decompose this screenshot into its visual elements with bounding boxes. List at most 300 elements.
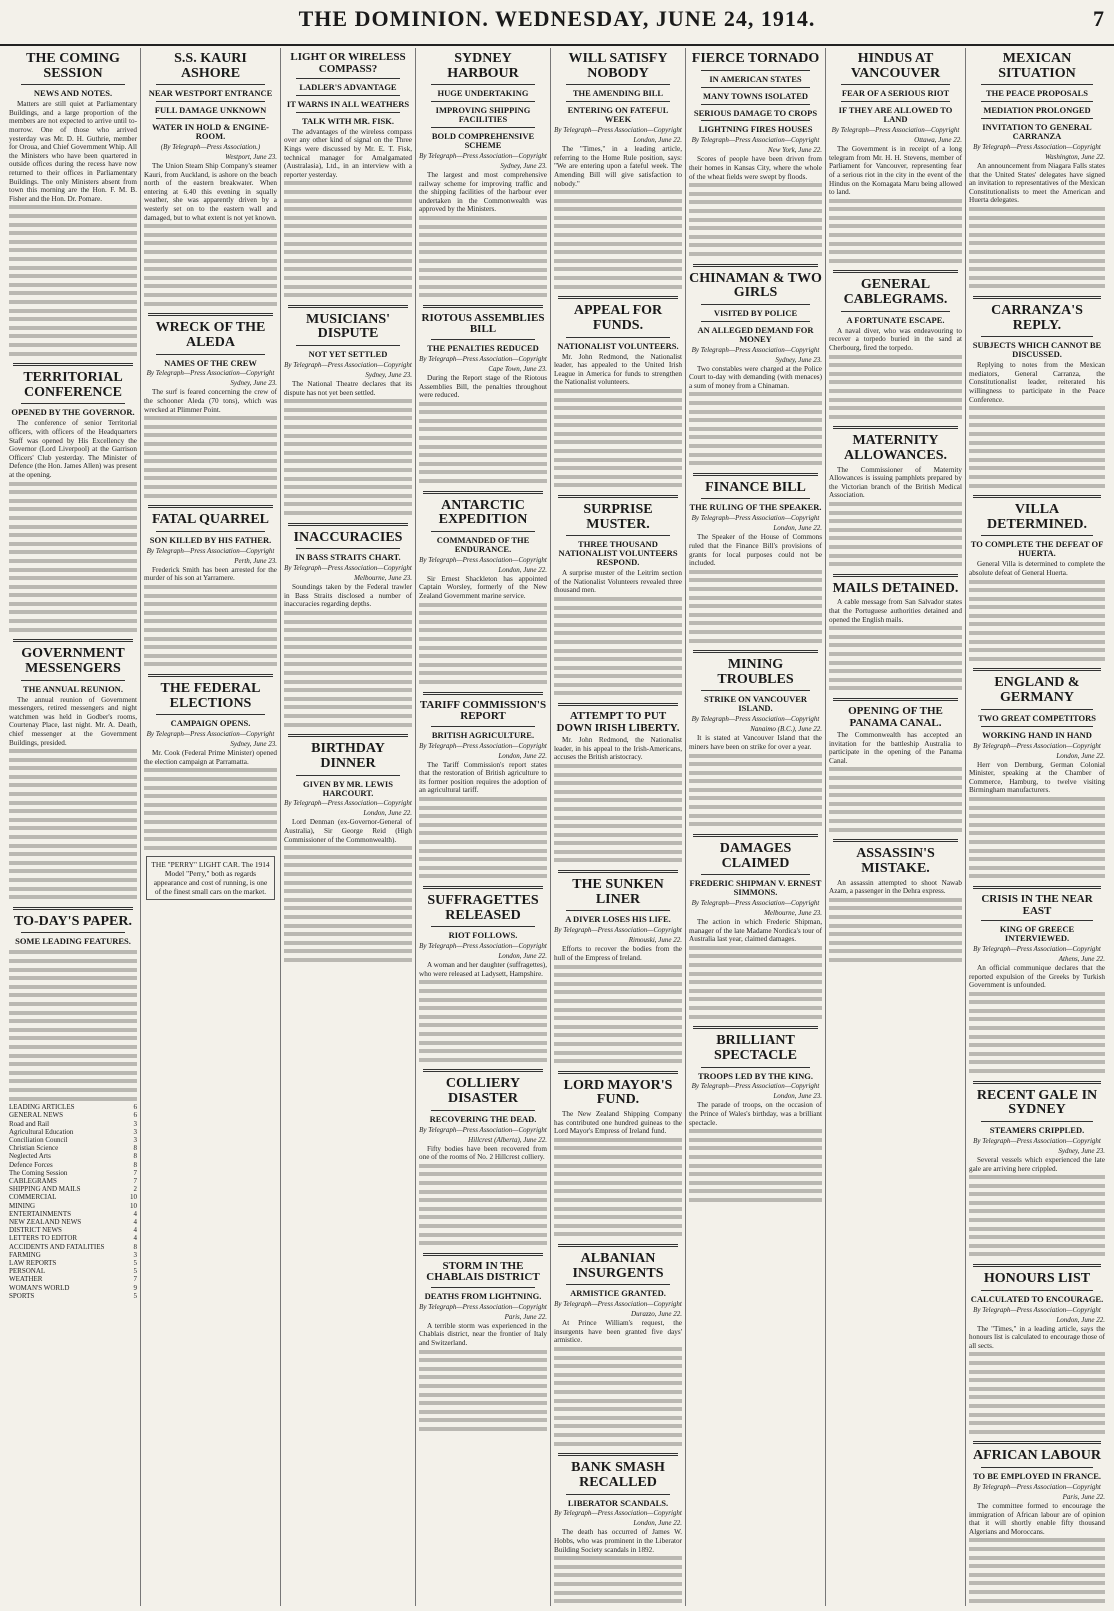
contents-page: 3: [133, 1135, 137, 1144]
text-line: [969, 1067, 1105, 1076]
section-divider: [148, 674, 273, 677]
text-line: [419, 1231, 547, 1240]
text-line: [969, 646, 1105, 655]
contents-item: SPORTS: [9, 1291, 35, 1300]
text-line: [554, 197, 682, 206]
text-line: [9, 876, 137, 885]
article-body: [419, 374, 547, 400]
text-line: [554, 222, 682, 231]
text-line: [554, 231, 682, 240]
article-subheadline: TO COMPLETE THE DEFEAT OF HUERTA.: [970, 539, 1104, 559]
text-line: [554, 421, 682, 430]
article-body: [419, 575, 547, 601]
headline-rule: [981, 1290, 1093, 1291]
article-subheadline: STRIKE ON VANCOUVER ISLAND.: [703, 694, 808, 714]
section-divider: [558, 870, 678, 873]
article-subheadline: THE AMENDING BILL: [572, 88, 664, 99]
text-line: [554, 1023, 682, 1032]
text-line: [554, 265, 682, 274]
article-subheadline: IN BASS STRAITS CHART.: [295, 552, 401, 563]
section-divider: [693, 650, 818, 653]
text-line: [969, 872, 1105, 881]
article-body: [689, 1101, 822, 1127]
article-dateline: London, June 22.: [498, 751, 547, 760]
text-line: [554, 447, 682, 456]
article-continuation: [969, 990, 1105, 1076]
text-line: [284, 205, 412, 214]
text-line: [969, 1015, 1105, 1024]
contents-row: [9, 1251, 137, 1259]
text-line: [284, 500, 412, 509]
text-line: [969, 265, 1105, 274]
text-line: [554, 1153, 682, 1162]
article-body: [689, 734, 822, 751]
text-line: [689, 1153, 822, 1162]
contents-page: 7: [133, 1168, 137, 1177]
text-line: [419, 1205, 547, 1214]
text-line: [554, 1414, 682, 1423]
text-line: [829, 413, 962, 422]
article-headline: RIOTOUS ASSEMBLIES BILL: [421, 311, 545, 336]
contents-page: 4: [133, 1217, 137, 1226]
article-subheadline: WORKING HAND IN HAND: [982, 729, 1092, 740]
text-line: [969, 1024, 1105, 1033]
text-line: [9, 523, 137, 532]
text-line: [554, 971, 682, 980]
text-line: [829, 783, 962, 792]
text-line: [969, 1173, 1105, 1182]
text-line: [284, 879, 412, 888]
headline-rule: [981, 336, 1093, 337]
contents-page: 5: [133, 1291, 137, 1300]
text-line: [969, 1207, 1105, 1216]
text-line: [969, 456, 1105, 465]
article-headline: CARRANZA'S REPLY.: [991, 302, 1083, 333]
text-line: [969, 1554, 1105, 1563]
text-line: [284, 423, 412, 432]
contents-page: 10: [130, 1201, 137, 1210]
article-byline: By Telegraph—Press Association—Copyright: [691, 1082, 820, 1091]
text-line: [829, 248, 962, 257]
contents-row: [9, 1161, 137, 1169]
text-line: [689, 594, 822, 603]
text-line: [9, 816, 137, 825]
text-line: [969, 1199, 1105, 1208]
text-line: [829, 633, 962, 642]
article-continuation: [419, 214, 547, 300]
text-line: [9, 807, 137, 816]
article-headline: SURPRISE MUSTER.: [583, 502, 653, 532]
section-divider: [973, 1081, 1101, 1084]
text-line: [419, 661, 547, 670]
text-line: [554, 839, 682, 848]
article-dateline: London, June 23.: [773, 1092, 822, 1101]
article-body: [144, 162, 277, 222]
article-dateline: London, June 22.: [1056, 1315, 1105, 1324]
article-text: An official communique declares that the reported expulsion of the Greeks by Turkish Government is unfounded.: [969, 963, 1105, 990]
article-headline: HINDUS AT VANCOUVER: [850, 51, 941, 81]
article-headline: THE FEDERAL ELECTIONS: [160, 680, 261, 711]
article: [689, 473, 822, 645]
article-subheadline: SON KILLED BY HIS FATHER.: [149, 534, 272, 545]
text-line: [419, 1162, 547, 1171]
text-line: [969, 864, 1105, 873]
article: [419, 52, 547, 300]
text-line: [829, 791, 962, 800]
article-headline: GOVERNMENT MESSENGERS: [21, 646, 125, 676]
text-line: [284, 483, 412, 492]
article-subheadline: STEAMERS CRIPPLED.: [989, 1125, 1085, 1135]
text-line: [9, 221, 137, 230]
text-line: [144, 222, 277, 231]
article-byline: By Telegraph—Press Association—Copyright: [146, 730, 275, 739]
text-line: [829, 552, 962, 561]
text-line: [969, 612, 1105, 621]
article-byline: By Telegraph—Press Association—Copyright: [284, 361, 412, 370]
headline-rule: [566, 1284, 670, 1285]
section-divider: [288, 523, 408, 526]
contents-row: [9, 1169, 137, 1177]
article-headline: TARIFF COMMISSION'S REPORT: [419, 698, 547, 723]
text-line: [9, 480, 137, 489]
text-line: [554, 647, 682, 656]
text-line: [689, 408, 822, 417]
text-line: [9, 842, 137, 851]
text-line: [829, 896, 962, 905]
contents-item: GENERAL NEWS: [9, 1111, 63, 1120]
article: [829, 426, 962, 569]
article: [144, 505, 277, 669]
text-line: [969, 838, 1105, 847]
text-line: [9, 948, 137, 957]
text-line: [9, 747, 137, 756]
article-headline: MATERNITY ALLOWANCES.: [843, 433, 948, 463]
article-continuation: [689, 568, 822, 645]
article-headline: VILLA DETERMINED.: [987, 502, 1087, 532]
article-body: [284, 380, 412, 397]
contents-row: [9, 1111, 137, 1119]
contents-page: 9: [133, 1283, 137, 1292]
article-headline: S.S. KAURI ASHORE: [174, 51, 247, 81]
article: [689, 52, 822, 259]
text-line: [829, 676, 962, 685]
text-line: [969, 1411, 1105, 1420]
text-line: [554, 214, 682, 223]
text-line: [419, 257, 547, 266]
contents-row: [9, 1234, 137, 1242]
text-line: [969, 1368, 1105, 1377]
text-line: [689, 995, 822, 1004]
text-line: [689, 459, 822, 468]
text-line: [829, 684, 962, 693]
article: [554, 870, 682, 1066]
section-divider: [693, 1026, 818, 1029]
text-line: [689, 760, 822, 769]
article-headline: BRILLIANT SPECTACLE: [714, 1033, 797, 1063]
section-divider: [973, 296, 1101, 299]
article-byline: By Telegraph—Press Association—Copyright: [973, 1305, 1101, 1314]
text-line: [554, 796, 682, 805]
contents-page: 7: [133, 1275, 137, 1284]
section-divider: [833, 270, 958, 273]
text-line: [419, 1222, 547, 1231]
headline-rule: [431, 127, 535, 128]
text-line: [689, 812, 822, 821]
text-line: [969, 1007, 1105, 1016]
text-line: [9, 833, 137, 842]
article-byline: By Telegraph—Press Association—Copyright: [554, 1300, 682, 1309]
article-byline: By Telegraph—Press Association—Copyright: [419, 1302, 547, 1311]
section-divider: [693, 834, 818, 837]
contents-item: ENTERTAINMENTS: [9, 1209, 72, 1218]
text-line: [969, 1605, 1105, 1606]
article-dateline: London, June 22.: [498, 952, 547, 961]
text-line: [689, 637, 822, 646]
article-byline: By Telegraph—Press Association—Copyright: [419, 555, 547, 564]
text-line: [419, 1188, 547, 1197]
article-body: [969, 761, 1105, 795]
article-text: The "Times," in a leading article, referring to the Home Rule position, says: "We are entering upon a fateful week. The Amending Bill will give satisfaction to nobody.": [554, 145, 682, 188]
text-line: [9, 324, 137, 333]
text-line: [9, 1009, 137, 1018]
article: [554, 296, 682, 490]
text-line: [9, 966, 137, 975]
article-dateline: Paris, June 22.: [504, 1312, 547, 1321]
contents-item: LAW REPORTS: [9, 1258, 57, 1267]
text-line: [829, 817, 962, 826]
article-headline: THE COMING SESSION: [26, 51, 120, 81]
text-line: [689, 1162, 822, 1171]
text-line: [284, 265, 412, 274]
article: [144, 674, 277, 852]
article-text: General Villa is determined to complete the absolute defeat of General Huerta.: [969, 560, 1105, 577]
text-line: [969, 464, 1105, 473]
text-line: [419, 1348, 547, 1357]
article-continuation: [969, 1536, 1105, 1606]
contents-list: [9, 1103, 137, 1300]
article-continuation: [829, 197, 962, 266]
contents-page: 10: [130, 1193, 137, 1202]
text-line: [554, 1213, 682, 1222]
text-line: [9, 824, 137, 833]
article-body: [969, 964, 1105, 990]
text-line: [284, 457, 412, 466]
article-byline: By Telegraph—Press Association—Copyright: [419, 942, 547, 951]
article-byline: By Telegraph—Press Association—Copyright: [973, 1136, 1101, 1145]
article-text: Frederick Smith has been arrested for the murder of his son at Yarramere.: [144, 565, 277, 583]
article: [419, 886, 547, 1064]
text-line: [969, 1597, 1105, 1606]
text-line: [554, 1405, 682, 1414]
text-line: [689, 390, 822, 399]
article: [689, 1026, 822, 1204]
article-dateline: Athens, June 22.: [1058, 954, 1105, 963]
article-subheadline: VISITED BY POLICE: [713, 307, 798, 318]
article-continuation: [554, 762, 682, 865]
text-line: [829, 396, 962, 405]
text-line: [419, 978, 547, 987]
text-line: [9, 505, 137, 514]
text-line: [829, 765, 962, 774]
text-line: [554, 430, 682, 439]
section-divider: [13, 363, 133, 366]
text-line: [9, 983, 137, 992]
article-byline: By Telegraph—Press Association—Copyright: [419, 741, 547, 750]
text-line: [554, 1222, 682, 1231]
article-subheadline: AN ALLEGED DEMAND FOR MONEY: [697, 324, 814, 344]
text-line: [144, 660, 277, 669]
article-headline: GENERAL CABLEGRAMS.: [843, 277, 948, 308]
article-subheadline: NEAR WESTPORT ENTRANCE: [148, 88, 273, 99]
article-body: [689, 533, 822, 567]
article-headline: STORM IN THE CHABLAIS DISTRICT: [426, 1259, 540, 1284]
text-line: [9, 341, 137, 350]
headline-rule: [156, 354, 265, 355]
article-text: Soundings taken by the Federal trawler in Bass Straits disclosed a number of inaccuracies regarding depths.: [284, 583, 412, 609]
text-line: [554, 1563, 682, 1572]
text-line: [829, 370, 962, 379]
article-subheadline: TROOPS LED BY THE KING.: [697, 1070, 813, 1081]
text-line: [419, 417, 547, 426]
text-line: [284, 887, 412, 896]
text-line: [9, 957, 137, 966]
text-line: [9, 850, 137, 859]
section-divider: [423, 1253, 543, 1256]
article-byline: By Telegraph—Press Association—Copyright: [973, 143, 1101, 152]
article-body: [284, 128, 412, 180]
text-line: [689, 207, 822, 216]
article-continuation: [419, 795, 547, 881]
article-body: [419, 1145, 547, 1162]
text-line: [9, 350, 137, 359]
headline-rule: [981, 1467, 1093, 1468]
contents-page: 8: [133, 1144, 137, 1153]
article-byline: By Telegraph—Press Association—Copyright: [973, 944, 1101, 953]
text-line: [144, 282, 277, 291]
article: [9, 907, 137, 1103]
text-line: [419, 601, 547, 610]
article: [9, 639, 137, 902]
text-line: [554, 997, 682, 1006]
column-7: [826, 48, 966, 1606]
text-line: [284, 904, 412, 913]
article-continuation: [9, 948, 137, 1103]
article-byline: By Telegraph—Press Association—Copyright: [419, 354, 547, 363]
article-subheadline: NAMES OF THE CREW: [164, 357, 257, 368]
text-line: [9, 1086, 137, 1095]
section-divider: [558, 1453, 678, 1456]
headline-rule: [566, 101, 670, 102]
article-text: The surf is feared concerning the crew of the schooner Aleda (70 tons), which was wrecked at Plimmer Point.: [144, 388, 277, 414]
article: [9, 363, 137, 634]
article-headline: CHINAMAN & TWO GIRLS: [689, 270, 822, 301]
article-subheadline: RIOT FOLLOWS.: [448, 930, 518, 941]
article: [969, 296, 1105, 490]
text-line: [554, 1362, 682, 1371]
text-line: [554, 595, 682, 604]
text-line: [829, 939, 962, 948]
article-byline: By Telegraph—Press Association—Copyright: [554, 1509, 682, 1518]
text-line: [144, 492, 277, 501]
text-line: [689, 241, 822, 250]
article-text: Fifty bodies have been recovered from one of the rooms of No. 2 Hillcrest colliery.: [419, 1144, 547, 1162]
article-body: [829, 879, 962, 896]
text-line: [689, 224, 822, 233]
section-divider: [558, 296, 678, 299]
text-line: [419, 1213, 547, 1222]
article-headline: DAMAGES CLAIMED: [719, 840, 792, 871]
text-line: [554, 1354, 682, 1363]
article-headline: FINANCE BILL: [705, 479, 806, 495]
article-dateline: London, June 22.: [363, 809, 412, 818]
text-line: [144, 431, 277, 440]
article-text: The conference of senior Territorial officers, with officers of the Headquarters Staff was opened by His Excellency the Governor (Lord Liverpool) at the Garrison Officers' Club yesterday. The Minister of Defence (the Hon. James Allen) was present at the opening.: [9, 419, 137, 479]
contents-item: WEATHER: [9, 1275, 43, 1284]
text-line: [554, 621, 682, 630]
article-dateline: Durazzo, June 22.: [631, 1310, 682, 1319]
article-text: Two constables were charged at the Police Court to-day with demanding (with menaces) a sum of money from a Chinaman.: [689, 364, 822, 390]
text-line: [969, 821, 1105, 830]
article-continuation: [969, 1173, 1105, 1259]
article-body: [829, 598, 962, 624]
headline-rule: [701, 321, 810, 322]
article-headline: TERRITORIAL CONFERENCE: [23, 370, 123, 400]
article-headline: THE SUNKEN LINER: [572, 877, 664, 907]
article-text: An announcement from Niagara Falls states that the United States' delegates have signed an invitation to representatives of the Mexican Constitutionalists to meet the American and Huerta delegates.: [969, 162, 1105, 205]
text-line: [284, 669, 412, 678]
article-continuation: [9, 747, 137, 902]
article-dateline: London, June 22.: [633, 136, 682, 145]
article-continuation: [829, 896, 962, 965]
contents-item: FARMING: [9, 1250, 41, 1259]
contents-page: 3: [133, 1250, 137, 1259]
section-divider: [558, 1071, 678, 1074]
text-line: [419, 855, 547, 864]
text-line: [689, 181, 822, 190]
article-byline: By Telegraph—Press Association—Copyright: [691, 345, 820, 354]
article-text: Several vessels which experienced the late gale are arriving here crippled.: [969, 1155, 1105, 1173]
text-line: [554, 822, 682, 831]
text-line: [829, 378, 962, 387]
headline-rule: [566, 1494, 670, 1495]
article-byline: By Telegraph—Press Association—Copyright: [691, 514, 820, 523]
article: [554, 1071, 682, 1239]
text-line: [689, 425, 822, 434]
text-line: [9, 773, 137, 782]
text-line: [969, 1419, 1105, 1428]
article-text: A cable message from San Salvador states that the Portuguese authorities detained and opened the English mails.: [829, 598, 962, 624]
article-dateline: Melbourne, June 23.: [354, 574, 412, 583]
article-subheadline: OPENED BY THE GOVERNOR.: [11, 407, 135, 418]
text-line: [554, 404, 682, 413]
text-line: [284, 652, 412, 661]
contents-item: CABLEGRAMS: [9, 1176, 57, 1185]
section-divider: [148, 505, 273, 508]
headline-rule: [296, 548, 400, 549]
article-text: The Commonwealth has accepted an invitation for the battleship Australia to participate in the opening of the Panama Canal.: [829, 731, 962, 765]
article-text: Mr. John Redmond, the Nationalist leader, has appealed to the United Irish League in America for funds to strengthen the Nationalist volunteers.: [554, 352, 682, 387]
text-line: [689, 961, 822, 970]
text-line: [144, 483, 277, 492]
text-line: [969, 629, 1105, 638]
text-line: [419, 996, 547, 1005]
text-line: [419, 223, 547, 232]
text-line: [554, 464, 682, 473]
section-divider: [288, 734, 408, 737]
article-byline: (By Telegraph—Press Association.): [160, 143, 261, 152]
text-line: [554, 413, 682, 422]
text-line: [144, 609, 277, 618]
